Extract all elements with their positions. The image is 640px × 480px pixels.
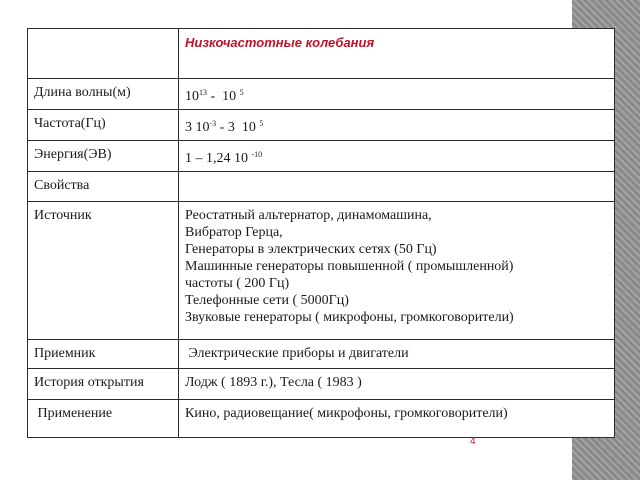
row-value: Лодж ( 1893 г.), Тесла ( 1983 ) — [179, 369, 615, 400]
row-value: Кино, радиовещание( микрофоны, громкоговорители) — [179, 400, 615, 438]
table-row-source — [28, 202, 615, 340]
row-label: Частота(Гц) — [28, 110, 179, 141]
row-value — [179, 172, 615, 202]
source-line: Реостатный альтернатор, динамомашина, — [185, 208, 432, 223]
table-row-history — [28, 369, 615, 400]
source-line: Звуковые генераторы ( микрофоны, громкоговорители) — [185, 310, 514, 325]
row-label: Приемник — [28, 340, 179, 369]
page-number: 4 — [470, 436, 476, 447]
header-empty-cell — [28, 29, 179, 79]
table-title: Низкочастотные колебания — [185, 35, 375, 50]
table-row-wavelength — [28, 79, 615, 110]
table-row-receiver — [28, 340, 615, 369]
oscillations-table — [27, 28, 615, 438]
row-label: История открытия — [28, 369, 179, 400]
row-label: Источник — [28, 202, 179, 340]
table-header-row — [28, 29, 615, 79]
source-line: Машинные генераторы повышенной ( промышленной) — [185, 259, 514, 274]
row-value: 3 $10^{-3} - 3$ 10 $^5$ — [179, 110, 615, 141]
table-row-application — [28, 400, 615, 438]
row-label: Свойства — [28, 172, 179, 202]
source-line: Вибратор Герца, — [185, 225, 283, 240]
source-line: Генераторы в электрических сетях (50 Гц) — [185, 242, 437, 257]
row-label: Длина волны(м) — [28, 79, 179, 110]
table-row-energy — [28, 141, 615, 172]
row-value: $10^{13} - 10$ $^5$ — [179, 79, 615, 110]
row-value — [179, 202, 615, 340]
row-label: Применение — [28, 400, 179, 438]
row-value: 1 – 1,24 10 $^{-10}$ — [179, 141, 615, 172]
source-line: Телефонные сети ( 5000Гц) — [185, 293, 349, 308]
header-cell — [179, 29, 615, 79]
source-line: частоты ( 200 Гц) — [185, 276, 290, 291]
row-value: Электрические приборы и двигатели — [179, 340, 615, 369]
row-label: Энергия(ЭВ) — [28, 141, 179, 172]
table-row-properties — [28, 172, 615, 202]
table-row-frequency — [28, 110, 615, 141]
